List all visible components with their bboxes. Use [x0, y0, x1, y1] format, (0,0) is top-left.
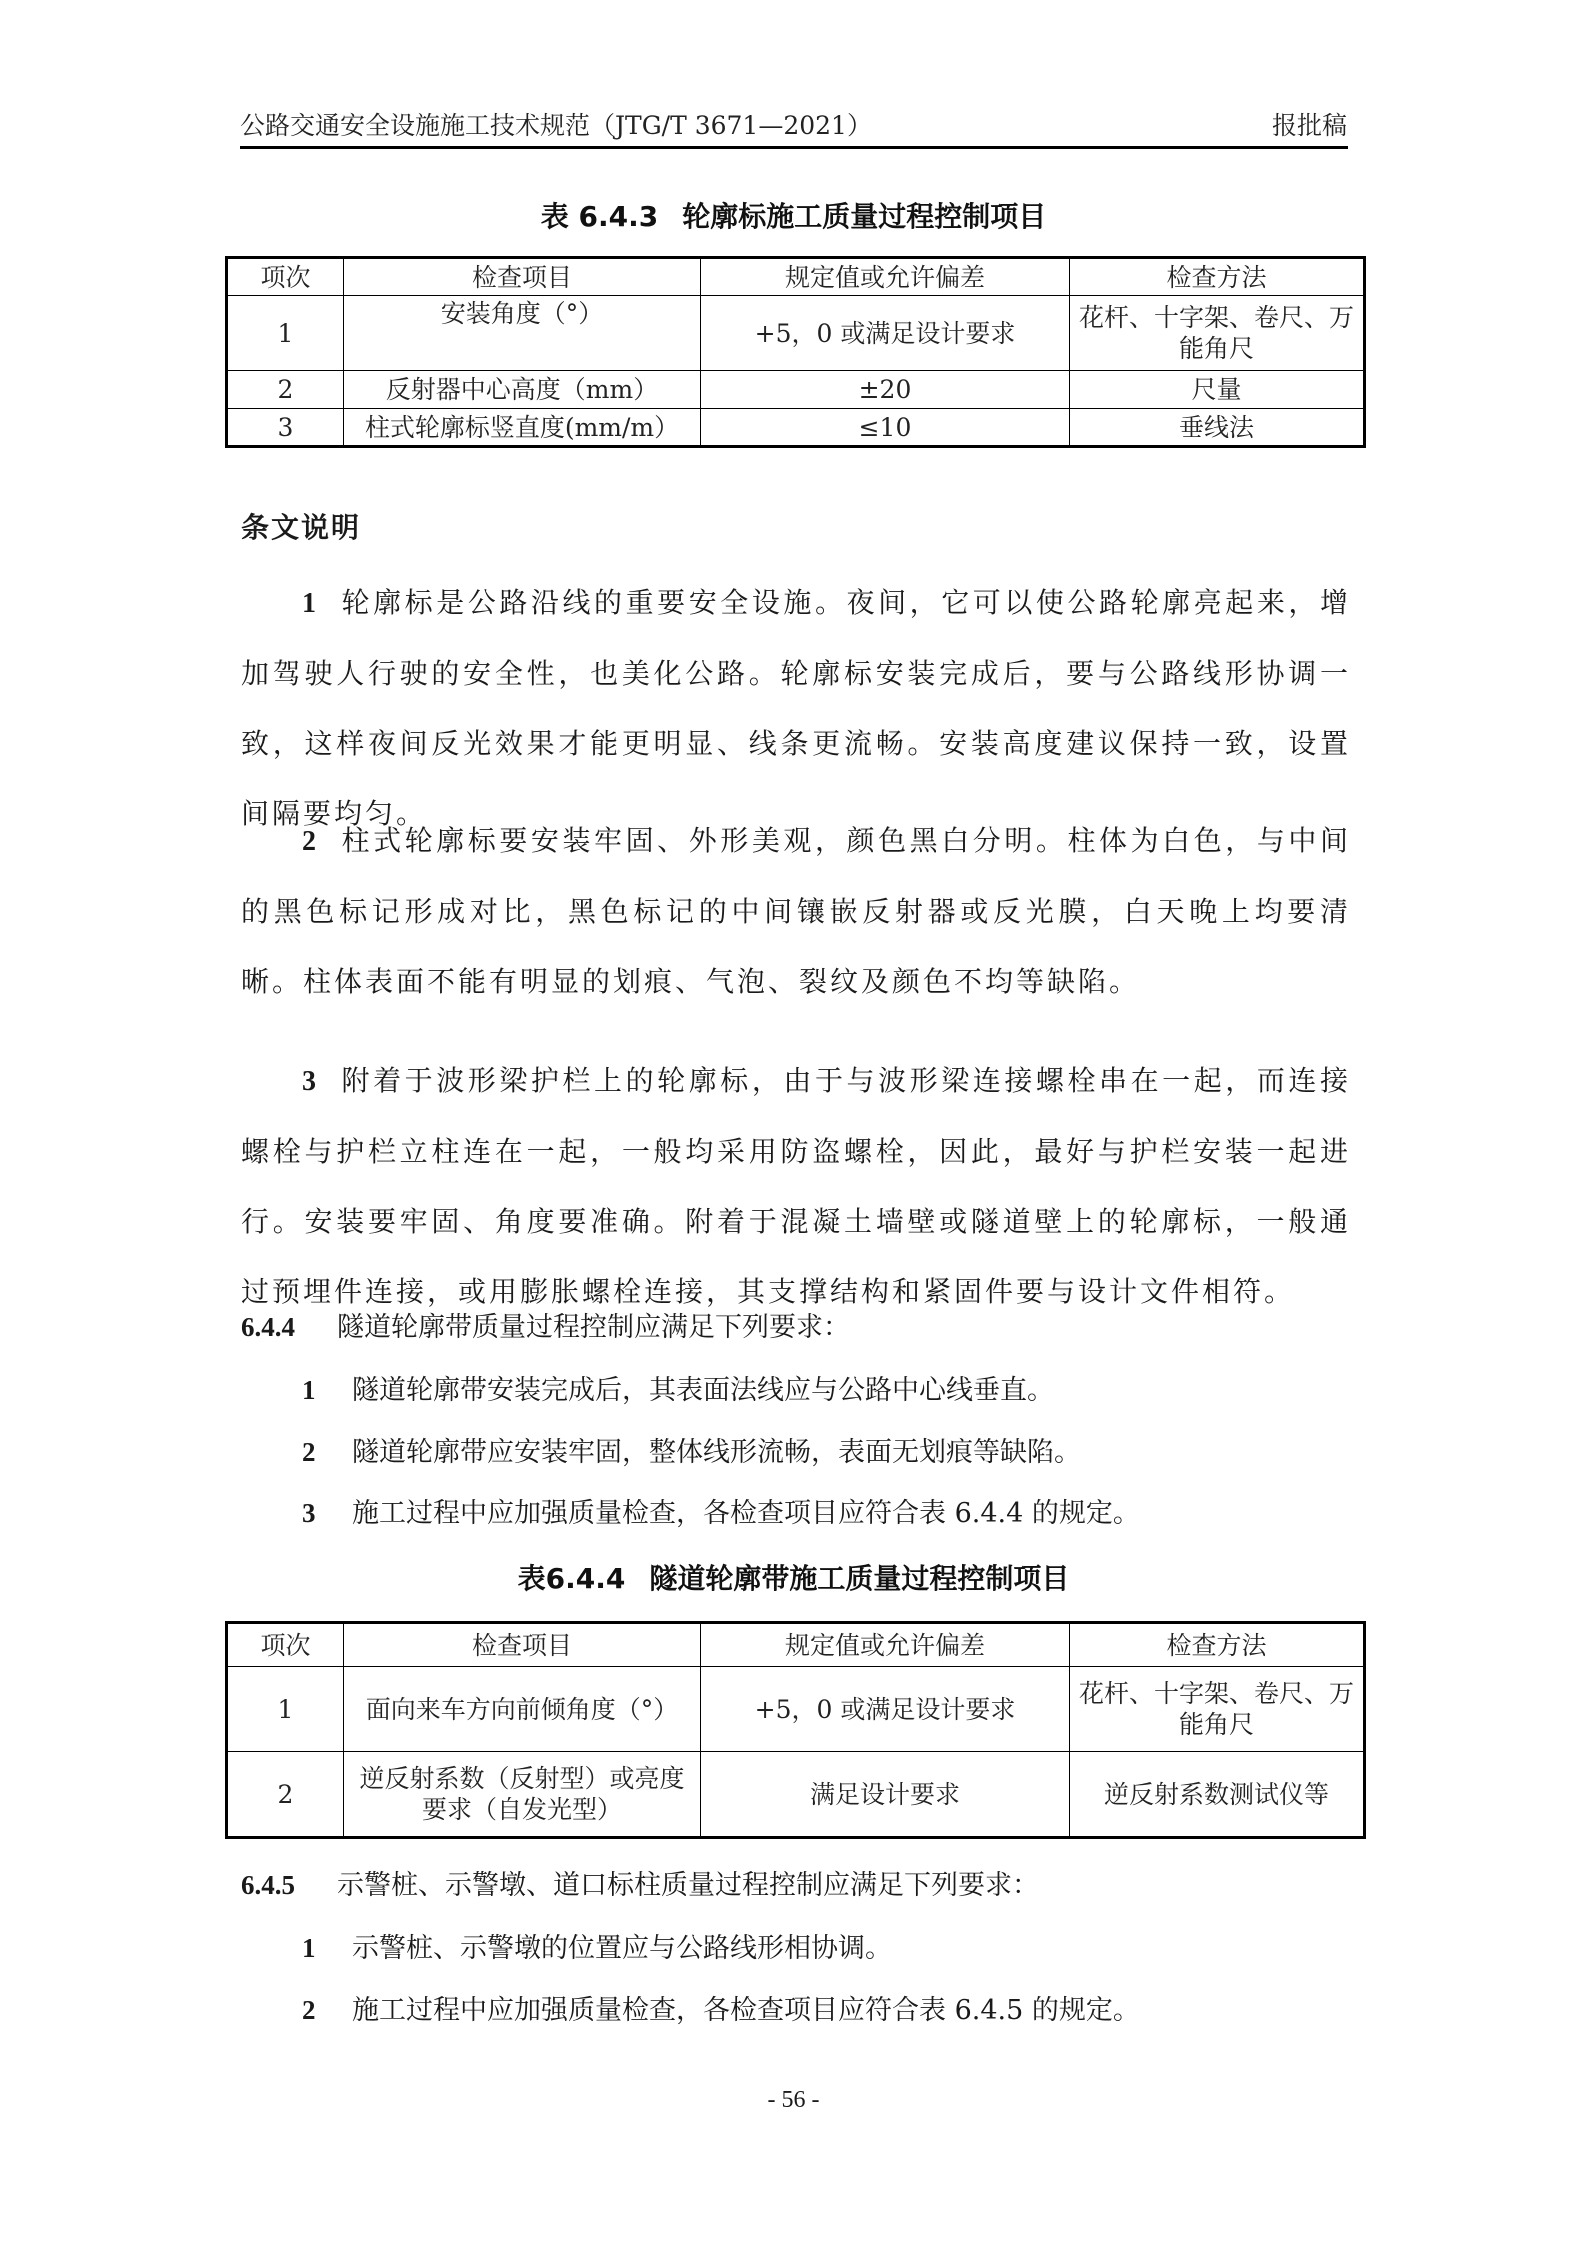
item-number: 2	[302, 1995, 316, 2025]
cell-no: 1	[227, 296, 344, 371]
table-643-caption-number: 表 6.4.3	[540, 200, 659, 233]
table-644-caption	[0, 1557, 1587, 1597]
cell-value: ≤10	[701, 409, 1070, 447]
cell-method: 花杆、十字架、卷尺、万能角尺	[1070, 296, 1365, 371]
item-number: 1	[302, 1933, 316, 1963]
item-number: 3	[302, 1498, 316, 1528]
note-paragraph-3	[241, 1046, 1351, 1327]
column-header-method: 检查方法	[1070, 1623, 1365, 1667]
note-number: 2	[302, 826, 319, 857]
item-number: 2	[302, 1437, 316, 1467]
note-paragraph-2	[241, 806, 1351, 1017]
table-644-caption-number: 表6.4.4	[517, 1562, 626, 1595]
cell-method: 垂线法	[1070, 409, 1365, 447]
cell-value: +5，0 或满足设计要求	[701, 1667, 1070, 1752]
table-row	[227, 1667, 1365, 1752]
running-header-status: 报批稿	[1271, 111, 1347, 140]
cell-value: +5，0 或满足设计要求	[701, 296, 1070, 371]
note-text: 附着于波形梁护栏上的轮廓标，由于与波形梁连接螺栓串在一起，而连接螺栓与护栏立柱连在一起，一般均采用防盗螺栓，因此，最好与护栏安装一起进行。安装要牢固、角度要准确。附着于混凝土墙壁或隧道壁上的轮廓标，一般通过预埋件连接，或用膨胀螺栓连接，其支撑结构和紧固件要与设计文件相符。	[241, 1064, 1351, 1308]
table-row	[227, 409, 1365, 447]
page-number: - 56 -	[767, 2087, 820, 2113]
item-text: 施工过程中应加强质量检查，各检查项目应符合表 6.4.5 的规定。	[352, 1995, 1140, 2026]
cell-no: 3	[227, 409, 344, 447]
item-text: 示警桩、示警墩的位置应与公路线形相协调。	[352, 1933, 892, 1964]
notes-heading: 条文说明	[241, 511, 362, 544]
column-header-value: 规定值或允许偏差	[701, 258, 1070, 296]
item-text: 隧道轮廓带安装完成后，其表面法线应与公路中心线垂直。	[352, 1375, 1054, 1406]
clause-number: 6.4.5	[241, 1870, 295, 1900]
column-header-no: 项次	[227, 1623, 344, 1667]
table-643-caption-title: 轮廓标施工质量过程控制项目	[682, 200, 1047, 233]
cell-item: 逆反射系数（反射型）或亮度要求（自发光型）	[344, 1752, 701, 1838]
cell-method: 逆反射系数测试仪等	[1070, 1752, 1365, 1838]
item-text: 施工过程中应加强质量检查，各检查项目应符合表 6.4.4 的规定。	[352, 1498, 1140, 1529]
table-644-caption-title: 隧道轮廓带施工质量过程控制项目	[649, 1562, 1070, 1595]
table-header-row	[227, 258, 1365, 296]
cell-method: 尺量	[1070, 371, 1365, 409]
table-643-caption	[0, 195, 1587, 235]
clause-645-item-1	[302, 1928, 892, 1969]
column-header-value: 规定值或允许偏差	[701, 1623, 1070, 1667]
cell-item: 柱式轮廓标竖直度(mm/m）	[344, 409, 701, 447]
cell-value: ±20	[701, 371, 1070, 409]
cell-no: 1	[227, 1667, 344, 1752]
note-number: 1	[302, 588, 319, 619]
cell-no: 2	[227, 1752, 344, 1838]
clause-644-item-2	[302, 1432, 1081, 1473]
note-text: 轮廓标是公路沿线的重要安全设施。夜间，它可以使公路轮廓亮起来，增加驾驶人行驶的安全性，也美化公路。轮廓标安装完成后，要与公路线形协调一致，这样夜间反光效果才能更明显、线条更流畅。安装高度建议保持一致，设置间隔要均匀。	[241, 586, 1351, 830]
item-number: 1	[302, 1375, 316, 1405]
clause-644-item-1	[302, 1370, 1054, 1411]
table-row	[227, 371, 1365, 409]
table-644	[225, 1621, 1366, 1839]
clause-645	[241, 1865, 1039, 1906]
column-header-item: 检查项目	[344, 258, 701, 296]
cell-no: 2	[227, 371, 344, 409]
table-header-row	[227, 1623, 1365, 1667]
clause-645-item-2	[302, 1990, 1140, 2031]
cell-method: 花杆、十字架、卷尺、万能角尺	[1070, 1667, 1365, 1752]
clause-number: 6.4.4	[241, 1312, 295, 1342]
header-rule	[240, 146, 1348, 149]
running-header-title: 公路交通安全设施施工技术规范（JTG/T 3671—2021）	[240, 111, 872, 140]
clause-644	[241, 1307, 850, 1348]
clause-text: 示警桩、示警墩、道口标柱质量过程控制应满足下列要求：	[337, 1870, 1039, 1901]
note-text: 柱式轮廓标要安装牢固、外形美观，颜色黑白分明。柱体为白色，与中间的黑色标记形成对比，黑色标记的中间镶嵌反射器或反光膜，白天晚上均要清晰。柱体表面不能有明显的划痕、气泡、裂纹及颜色不均等缺陷。	[241, 824, 1351, 998]
column-header-method: 检查方法	[1070, 258, 1365, 296]
item-text: 隧道轮廓带应安装牢固，整体线形流畅，表面无划痕等缺陷。	[352, 1437, 1081, 1468]
note-number: 3	[302, 1066, 319, 1097]
table-row	[227, 1752, 1365, 1838]
cell-item: 面向来车方向前倾角度（°）	[344, 1667, 701, 1752]
cell-item: 反射器中心高度（mm）	[344, 371, 701, 409]
column-header-no: 项次	[227, 258, 344, 296]
table-row	[227, 296, 1365, 371]
clause-text: 隧道轮廓带质量过程控制应满足下列要求：	[337, 1312, 850, 1343]
clause-644-item-3	[302, 1493, 1140, 1534]
cell-value: 满足设计要求	[701, 1752, 1070, 1838]
column-header-item: 检查项目	[344, 1623, 701, 1667]
table-643	[225, 256, 1366, 448]
cell-item: 安装角度（°）	[344, 296, 701, 371]
